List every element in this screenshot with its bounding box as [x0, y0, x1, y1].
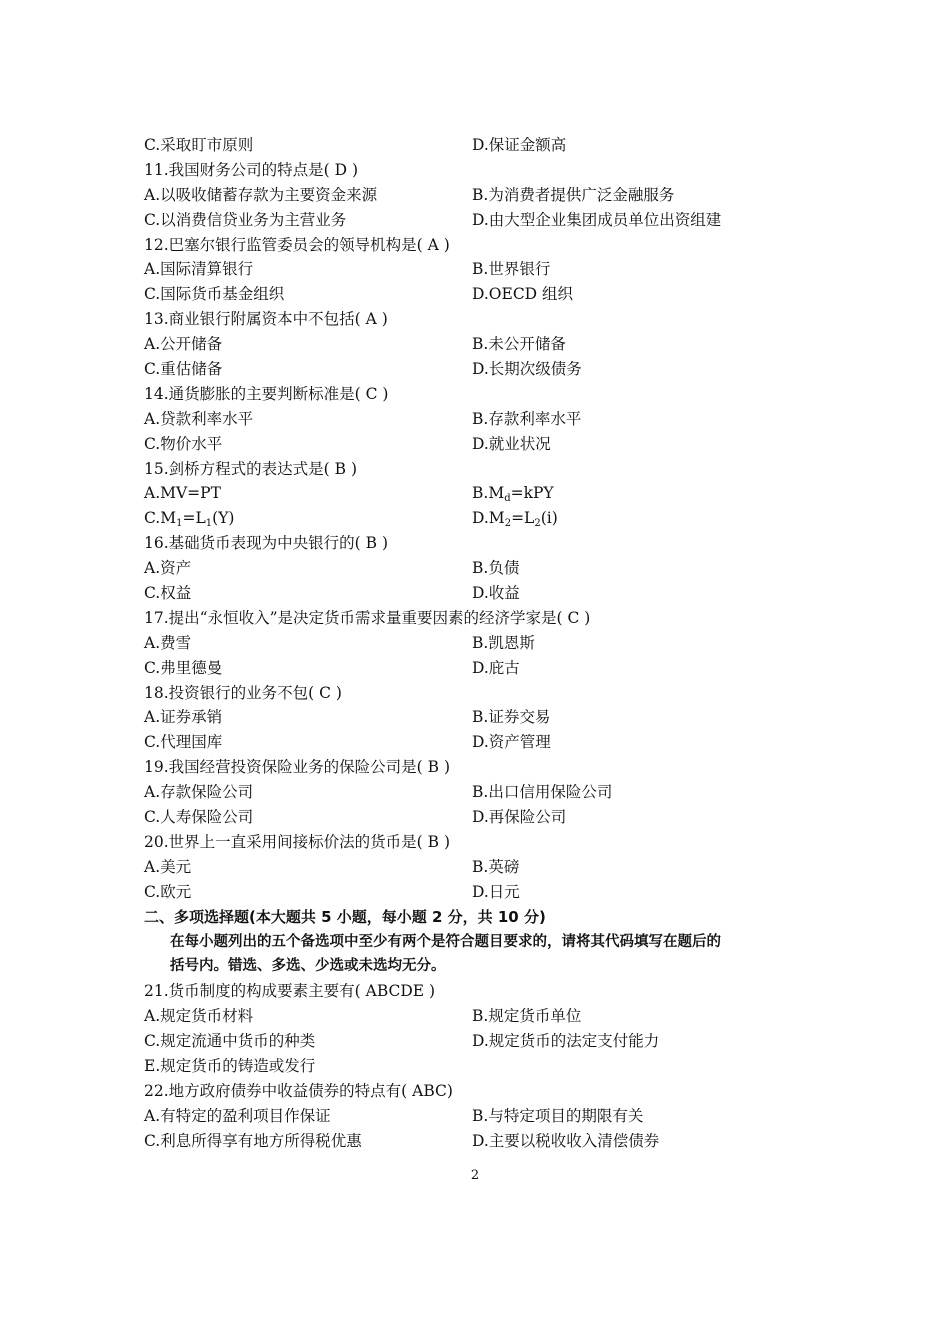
option-row — [144, 855, 844, 880]
question-15 — [144, 457, 844, 482]
option-a: A.资产 — [144, 559, 192, 578]
question-16 — [144, 531, 844, 556]
option-row — [144, 208, 844, 233]
option-b: B.未公开储备 — [472, 335, 566, 354]
option-c: C.以消费信贷业务为主营业务 — [144, 210, 347, 229]
section-heading: 二、多项选择题(本大题共 5 小题，每小题 2 分，共 10 分) — [144, 907, 546, 926]
section-instructions-line-2: 括号内。错选、多选、少选或未选均无分。 — [170, 958, 446, 975]
option-row — [144, 183, 844, 208]
option-row — [144, 432, 844, 457]
question-stem: 20.世界上一直采用间接标价法的货币是( B ) — [144, 832, 450, 851]
option-row — [144, 506, 844, 531]
option-row — [144, 730, 844, 755]
question-19 — [144, 755, 844, 780]
option-b: B.证券交易 — [472, 708, 551, 727]
option-row — [144, 780, 844, 805]
option-d: D.OECD 组织 — [472, 285, 574, 304]
option-row — [144, 1054, 844, 1079]
option-d: D.再保险公司 — [472, 808, 567, 827]
option-c: C.代理国库 — [144, 733, 223, 752]
option-d: D.规定货币的法定支付能力 — [472, 1032, 660, 1051]
question-stem: 13.商业银行附属资本中不包括( A ) — [144, 310, 388, 329]
question-stem: 11.我国财务公司的特点是( D ) — [144, 160, 359, 179]
option-a: A.美元 — [144, 857, 192, 876]
option-c: C.人寿保险公司 — [144, 808, 254, 827]
option-row — [144, 282, 844, 307]
option-e: E.规定货币的铸造或发行 — [144, 1056, 316, 1075]
option-c: C.规定流通中货币的种类 — [144, 1032, 316, 1051]
option-a: A.规定货币材料 — [144, 1007, 254, 1026]
question-11 — [144, 158, 844, 183]
option-d: $D.M_2=L_2(i)$ — [472, 509, 558, 530]
question-stem: 21.货币制度的构成要素主要有( ABCDE ) — [144, 982, 436, 1001]
option-d: D.日元 — [472, 882, 520, 901]
option-d: D.资产管理 — [472, 733, 551, 752]
option-row — [144, 556, 844, 581]
question-stem: 19.我国经营投资保险业务的保险公司是( B ) — [144, 758, 450, 777]
option-b: B.负债 — [472, 559, 520, 578]
option-row — [144, 1104, 844, 1129]
option-row — [144, 1029, 844, 1054]
question-17 — [144, 606, 844, 631]
option-row — [144, 133, 844, 158]
question-21 — [144, 979, 844, 1004]
option-c: C.物价水平 — [144, 434, 223, 453]
option-b: B.世界银行 — [472, 260, 551, 279]
option-a: A.证券承销 — [144, 708, 223, 727]
question-stem: 12.巴塞尔银行监管委员会的领导机构是( A ) — [144, 235, 450, 254]
question-stem: 14.通货膨胀的主要判断标准是( C ) — [144, 384, 389, 403]
option-row — [144, 1004, 844, 1029]
option-a: A.公开储备 — [144, 335, 223, 354]
option-row — [144, 631, 844, 656]
option-row — [144, 332, 844, 357]
option-b: B.英磅 — [472, 857, 520, 876]
section-instructions-line-1: 在每小题列出的五个备选项中至少有两个是符合题目要求的，请将其代码填写在题后的 — [170, 933, 721, 950]
option-row — [144, 805, 844, 830]
option-row — [144, 581, 844, 606]
option-c: C.欧元 — [144, 882, 192, 901]
option-row — [144, 407, 844, 432]
question-stem: 17.提出“永恒收入”是决定货币需求量重要因素的经济学家是( C ) — [144, 608, 591, 627]
option-a: A.国际清算银行 — [144, 260, 254, 279]
option-row — [144, 1129, 844, 1154]
question-12 — [144, 233, 844, 258]
option-row — [144, 257, 844, 282]
question-14 — [144, 382, 844, 407]
question-stem: 22.地方政府债券中收益债券的特点有( ABC) — [144, 1081, 453, 1100]
option-b: B.规定货币单位 — [472, 1007, 582, 1026]
question-13 — [144, 307, 844, 332]
question-stem: 16.基础货币表现为中央银行的( B ) — [144, 534, 388, 553]
option-row — [144, 705, 844, 730]
option-row — [144, 880, 844, 905]
option-row — [144, 357, 844, 382]
page-number: 2 — [470, 1168, 480, 1183]
option-d: D.庇古 — [472, 658, 520, 677]
option-d: D.主要以税收收入清偿债券 — [472, 1131, 660, 1150]
option-row — [144, 656, 844, 681]
option-a: A.费雪 — [144, 633, 192, 652]
option-a: A.贷款利率水平 — [144, 409, 254, 428]
option-d: D.就业状况 — [472, 434, 551, 453]
option-b: B.与特定项目的期限有关 — [472, 1106, 644, 1125]
option-d: D.保证金额高 — [472, 136, 567, 154]
option-b: B.为消费者提供广泛金融服务 — [472, 185, 675, 204]
option-c: C.权益 — [144, 584, 192, 603]
option-c: C.重估储备 — [144, 360, 223, 379]
option-row — [144, 481, 844, 506]
exam-content — [144, 133, 844, 1154]
option-c: C.弗里德曼 — [144, 658, 223, 677]
question-22 — [144, 1079, 844, 1104]
option-d: D.收益 — [472, 584, 520, 603]
option-d: D.长期次级债务 — [472, 360, 582, 379]
option-a: A.有特定的盈利项目作保证 — [144, 1106, 331, 1125]
option-a: A.以吸收储蓄存款为主要资金来源 — [144, 185, 378, 204]
question-stem: 15.剑桥方程式的表达式是( B ) — [144, 459, 357, 478]
option-a: A.存款保险公司 — [144, 783, 254, 802]
option-a: A.MV=PT — [144, 484, 221, 503]
option-b: B.存款利率水平 — [472, 409, 582, 428]
option-b: $B.M_d=kPY$ — [472, 484, 554, 505]
option-b: B.出口信用保险公司 — [472, 783, 613, 802]
question-20 — [144, 830, 844, 855]
question-stem: 18.投资银行的业务不包( C ) — [144, 683, 342, 702]
option-d: D.由大型企业集团成员单位出资组建 — [472, 210, 722, 229]
question-18 — [144, 681, 844, 706]
option-c: $C.M_1=L_1(Y)$ — [144, 509, 235, 530]
option-c: C.国际货币基金组织 — [144, 285, 285, 304]
option-b: B.凯恩斯 — [472, 633, 535, 652]
option-c: C.利息所得享有地方所得税优惠 — [144, 1131, 362, 1150]
option-c: C.采取盯市原则 — [144, 136, 254, 154]
